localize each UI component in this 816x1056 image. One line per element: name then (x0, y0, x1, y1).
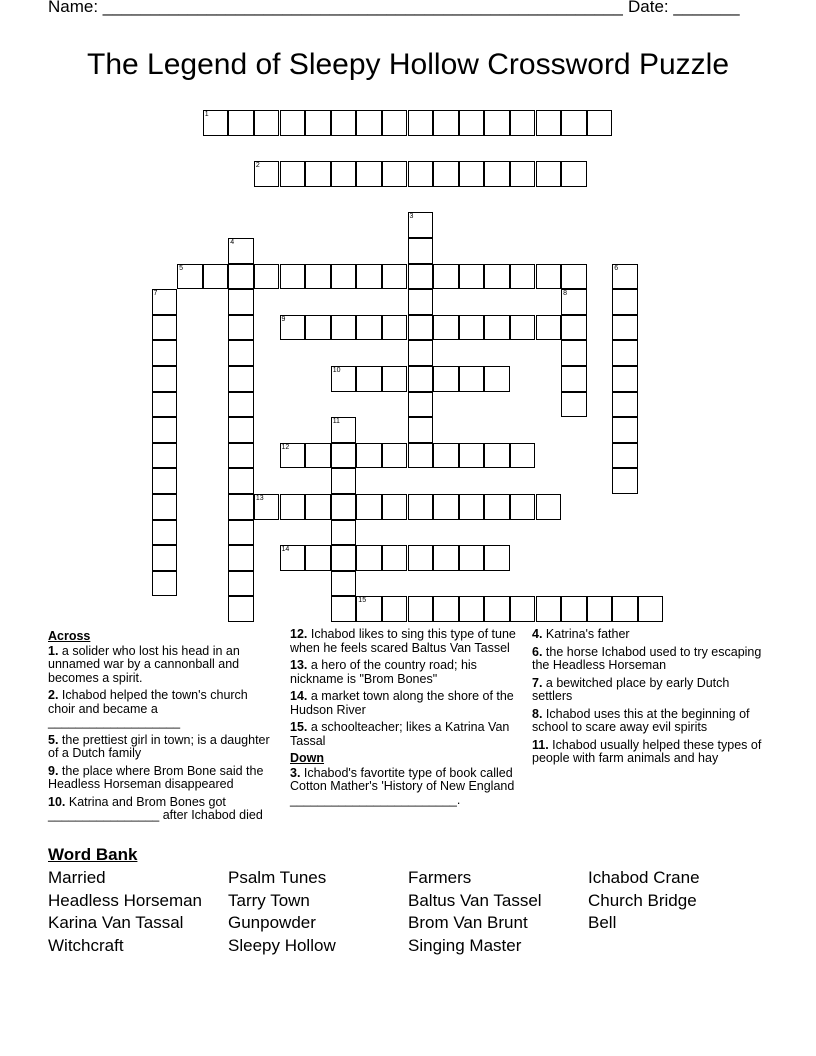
crossword-cell[interactable] (612, 340, 638, 366)
across-clue: 13. a hero of the country road; his nickname is "Brom Bones" (290, 658, 477, 686)
across-clue: 12. Ichabod likes to sing this type of tune when he feels scared Baltus Van Tassel (290, 627, 516, 655)
crossword-cell[interactable] (459, 494, 485, 520)
crossword-cell[interactable] (408, 315, 434, 341)
crossword-cell[interactable] (408, 212, 434, 238)
crossword-cell[interactable] (356, 264, 382, 290)
crossword-cell[interactable] (408, 238, 434, 264)
crossword-cell[interactable] (152, 545, 178, 571)
word-bank-item: Church Bridge (588, 890, 697, 910)
crossword-cell[interactable] (280, 443, 306, 469)
crossword-cell[interactable] (331, 520, 357, 546)
crossword-cell[interactable] (612, 366, 638, 392)
crossword-cell[interactable] (382, 264, 408, 290)
crossword-cell[interactable] (561, 340, 587, 366)
across-clue: 9. the place where Brom Bone said the Headless Horseman disappeared (48, 763, 264, 791)
crossword-cell[interactable] (228, 315, 254, 341)
clue-number: 14 (281, 546, 290, 554)
across-clue: 1. a solider who lost his head in an unnamed war by a cannonball and becomes a spirit. (48, 643, 240, 685)
crossword-cell[interactable] (408, 443, 434, 469)
crossword-cell[interactable] (305, 161, 331, 187)
crossword-cell[interactable] (408, 161, 434, 187)
crossword-cell[interactable] (408, 494, 434, 520)
crossword-cell[interactable] (280, 161, 306, 187)
crossword-cell[interactable] (433, 443, 459, 469)
word-bank-item: Bell (588, 913, 617, 933)
crossword-cell[interactable] (510, 443, 536, 469)
down-clue: 6. the horse Ichabod used to try escaping the Headless Horseman (532, 644, 762, 672)
crossword-cell[interactable] (177, 264, 203, 290)
crossword-cell[interactable] (280, 110, 306, 136)
word-bank-item: Sleepy Hollow (228, 936, 336, 956)
across-clues-column-2 (290, 628, 520, 811)
crossword-cell[interactable] (408, 545, 434, 571)
crossword-cell[interactable] (536, 161, 562, 187)
crossword-cell[interactable] (305, 264, 331, 290)
crossword-cell[interactable] (228, 596, 254, 622)
clue-number: 6 (614, 264, 619, 272)
crossword-cell[interactable] (331, 596, 357, 622)
crossword-cell[interactable] (433, 494, 459, 520)
crossword-cell[interactable] (331, 161, 357, 187)
word-bank-item: Gunpowder (228, 913, 316, 933)
clue-number: 1 (204, 111, 209, 118)
page-title: The Legend of Sleepy Hollow Crossword Puzzle (87, 48, 729, 81)
crossword-cell[interactable] (152, 289, 178, 315)
crossword-cell[interactable] (459, 264, 485, 290)
crossword-cell[interactable] (536, 110, 562, 136)
crossword-cell[interactable] (228, 340, 254, 366)
crossword-cell[interactable] (331, 571, 357, 597)
word-bank-item: Karina Van Tassal (48, 913, 184, 933)
crossword-cell[interactable] (484, 545, 510, 571)
crossword-cell[interactable] (382, 366, 408, 392)
down-clues-column (532, 628, 764, 770)
crossword-cell[interactable] (408, 366, 434, 392)
crossword-cell[interactable] (459, 596, 485, 622)
crossword-cell[interactable] (510, 161, 536, 187)
clue-number: 15 (358, 597, 367, 605)
word-bank-item: Singing Master (408, 936, 522, 956)
crossword-cell[interactable] (587, 596, 613, 622)
crossword-cell[interactable] (484, 494, 510, 520)
clue-number: 11 (332, 418, 340, 426)
crossword-cell[interactable] (254, 161, 280, 187)
crossword-cell[interactable] (612, 468, 638, 494)
crossword-cell[interactable] (536, 264, 562, 290)
crossword-cell[interactable] (510, 494, 536, 520)
crossword-cell[interactable] (484, 110, 510, 136)
crossword-cell[interactable] (484, 596, 510, 622)
crossword-cell[interactable] (280, 264, 306, 290)
clue-number: 7 (153, 290, 158, 298)
clue-number: 4 (230, 239, 235, 246)
crossword-cell[interactable] (459, 366, 485, 392)
crossword-cell[interactable] (305, 110, 331, 136)
crossword-cell[interactable] (152, 417, 178, 443)
crossword-cell[interactable] (408, 417, 434, 443)
down-clue: 4. Katrina's father (532, 627, 630, 641)
crossword-cell[interactable] (356, 366, 382, 392)
crossword-cell[interactable] (536, 494, 562, 520)
down-clue: 8. Ichabod uses this at the beginning of school to scare away evil spirits (532, 706, 750, 734)
crossword-cell[interactable] (484, 366, 510, 392)
crossword-cell[interactable] (356, 545, 382, 571)
crossword-cell[interactable] (356, 596, 382, 622)
crossword-cell[interactable] (305, 494, 331, 520)
word-bank-item: Brom Van Brunt (408, 913, 528, 933)
word-bank-item: Farmers (408, 868, 472, 887)
word-bank-item: Psalm Tunes (228, 868, 327, 887)
crossword-cell[interactable] (612, 417, 638, 443)
crossword-cell[interactable] (331, 366, 357, 392)
crossword-cell[interactable] (254, 264, 280, 290)
crossword-cell[interactable] (152, 571, 178, 597)
crossword-cell[interactable] (356, 315, 382, 341)
word-bank-item: Witchcraft (48, 936, 124, 956)
crossword-cell[interactable] (331, 315, 357, 341)
crossword-cell[interactable] (152, 494, 178, 520)
crossword-cell[interactable] (228, 468, 254, 494)
down-clue: 11. Ichabod usually helped these types of people with farm animals and hay (532, 737, 762, 765)
crossword-cell[interactable] (408, 340, 434, 366)
word-bank-item: Married (48, 868, 106, 887)
crossword-cell[interactable] (638, 596, 664, 622)
crossword-cell[interactable] (228, 417, 254, 443)
across-clue: 14. a market town along the shore of the Hudson River (290, 689, 514, 717)
clue-number: 3 (409, 213, 414, 221)
crossword-cell[interactable] (331, 545, 357, 571)
crossword-cell[interactable] (510, 596, 536, 622)
down-clue: 7. a bewitched place by early Dutch settlers (532, 675, 730, 703)
crossword-cell[interactable] (280, 494, 306, 520)
crossword-cell[interactable] (228, 289, 254, 315)
crossword-cell[interactable] (561, 289, 587, 315)
crossword-cell[interactable] (612, 596, 638, 622)
crossword-cell[interactable] (228, 366, 254, 392)
clue-number: 9 (281, 315, 286, 323)
crossword-cell[interactable] (459, 545, 485, 571)
crossword-cell[interactable] (228, 520, 254, 546)
crossword-cell[interactable] (433, 545, 459, 571)
crossword-cell[interactable] (331, 494, 357, 520)
crossword-cell[interactable] (228, 238, 254, 264)
crossword-cell[interactable] (356, 161, 382, 187)
crossword-cell[interactable] (331, 468, 357, 494)
name-field-label: Name: _______________________________________________________ (48, 0, 623, 16)
crossword-cell[interactable] (484, 264, 510, 290)
crossword-cell[interactable] (408, 596, 434, 622)
crossword-cell[interactable] (228, 264, 254, 290)
crossword-cell[interactable] (408, 110, 434, 136)
down-heading: Down (290, 751, 325, 765)
crossword-cell[interactable] (305, 545, 331, 571)
word-bank-item: Ichabod Crane (588, 868, 700, 887)
crossword-cell[interactable] (561, 392, 587, 418)
crossword-cell[interactable] (510, 315, 536, 341)
crossword-cell[interactable] (433, 110, 459, 136)
crossword-cell[interactable] (408, 392, 434, 418)
crossword-cell[interactable] (203, 110, 229, 136)
crossword-cell[interactable] (152, 520, 178, 546)
crossword-cell[interactable] (228, 545, 254, 571)
down-clue: 3. Ichabod's favortite type of book called Cotton Mather's 'History of New England ________________________. (290, 765, 515, 807)
crossword-cell[interactable] (228, 494, 254, 520)
across-clue: 5. the prettiest girl in town; is a daughter of a Dutch family (48, 732, 270, 760)
crossword-cell[interactable] (459, 110, 485, 136)
crossword-cell[interactable] (484, 315, 510, 341)
crossword-cell[interactable] (305, 443, 331, 469)
clue-number: 12 (281, 443, 290, 451)
crossword-cell[interactable] (484, 161, 510, 187)
crossword-cell[interactable] (561, 596, 587, 622)
crossword-cell[interactable] (254, 494, 280, 520)
clue-number: 5 (179, 264, 183, 272)
crossword-cell[interactable] (510, 264, 536, 290)
crossword-cell[interactable] (561, 264, 587, 290)
crossword-cell[interactable] (331, 110, 357, 136)
word-bank-title: Word Bank (48, 845, 138, 864)
crossword-cell[interactable] (152, 443, 178, 469)
crossword-cell[interactable] (433, 596, 459, 622)
crossword-cell[interactable] (382, 315, 408, 341)
date-field-label: Date: _______ (628, 0, 740, 16)
crossword-cell[interactable] (152, 340, 178, 366)
crossword-cell[interactable] (382, 494, 408, 520)
crossword-cell[interactable] (459, 315, 485, 341)
crossword-cell[interactable] (331, 417, 357, 443)
crossword-cell[interactable] (433, 315, 459, 341)
crossword-cell[interactable] (382, 545, 408, 571)
crossword-cell[interactable] (561, 366, 587, 392)
crossword-cell[interactable] (612, 289, 638, 315)
crossword-cell[interactable] (587, 110, 613, 136)
word-bank-item: Baltus Van Tassel (408, 890, 542, 910)
word-bank-item: Headless Horseman (48, 890, 203, 910)
crossword-cell[interactable] (484, 443, 510, 469)
crossword-cell[interactable] (459, 161, 485, 187)
crossword-cell[interactable] (382, 110, 408, 136)
across-heading: Across (48, 629, 91, 643)
across-clue: 15. a schoolteacher; likes a Katrina Van Tassal (290, 720, 510, 748)
crossword-cell[interactable] (331, 443, 357, 469)
clue-number: 10 (332, 367, 341, 374)
crossword-cell[interactable] (228, 392, 254, 418)
crossword-cell[interactable] (152, 392, 178, 418)
crossword-cell[interactable] (254, 110, 280, 136)
crossword-cell[interactable] (152, 315, 178, 341)
crossword-cell[interactable] (433, 366, 459, 392)
across-clue: 10. Katrina and Brom Bones got ________________ after Ichabod died (48, 794, 263, 822)
crossword-cell[interactable] (459, 443, 485, 469)
crossword-cell[interactable] (382, 161, 408, 187)
crossword-cell[interactable] (612, 392, 638, 418)
crossword-cell[interactable] (228, 443, 254, 469)
crossword-cell[interactable] (305, 315, 331, 341)
crossword-cell[interactable] (280, 315, 306, 341)
crossword-cell[interactable] (433, 161, 459, 187)
crossword-cell[interactable] (433, 264, 459, 290)
crossword-cell[interactable] (152, 366, 178, 392)
crossword-cell[interactable] (331, 264, 357, 290)
crossword-cell[interactable] (382, 596, 408, 622)
crossword-cell[interactable] (561, 315, 587, 341)
crossword-cell[interactable] (203, 264, 229, 290)
crossword-cell[interactable] (612, 264, 638, 290)
crossword-cell[interactable] (536, 315, 562, 341)
crossword-cell[interactable] (382, 443, 408, 469)
clue-number: 13 (255, 495, 264, 502)
clue-number: 8 (563, 290, 567, 298)
crossword-cell[interactable] (612, 315, 638, 341)
crossword-cell[interactable] (408, 289, 434, 315)
crossword-cell[interactable] (356, 443, 382, 469)
clue-number: 2 (255, 162, 260, 170)
crossword-cell[interactable] (228, 110, 254, 136)
word-bank-item: Tarry Town (228, 890, 310, 910)
crossword-cell[interactable] (280, 545, 306, 571)
crossword-cell[interactable] (228, 571, 254, 597)
crossword-cell[interactable] (536, 596, 562, 622)
crossword-cell[interactable] (408, 264, 434, 290)
crossword-cell[interactable] (152, 468, 178, 494)
crossword-cell[interactable] (356, 494, 382, 520)
across-clue: 2. Ichabod helped the town's church choir and became a ___________________ (48, 688, 248, 729)
across-clues-column-1 (48, 628, 278, 827)
crossword-cell[interactable] (612, 443, 638, 469)
crossword-cell[interactable] (561, 161, 587, 187)
crossword-cell[interactable] (356, 110, 382, 136)
crossword-cell[interactable] (510, 110, 536, 136)
crossword-cell[interactable] (561, 110, 587, 136)
